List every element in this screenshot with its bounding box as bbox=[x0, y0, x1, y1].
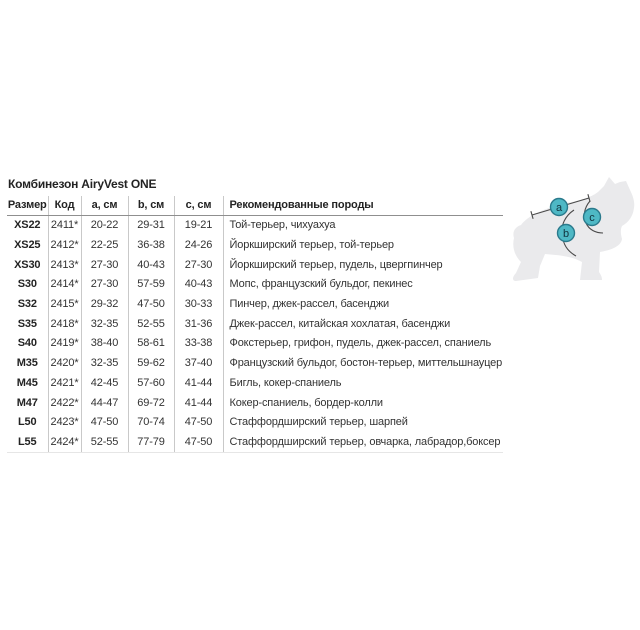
cell-size: L50 bbox=[17, 416, 37, 429]
col-header-code: Код bbox=[48, 196, 81, 216]
dog-measurement-diagram bbox=[498, 168, 640, 286]
cell-b: 57-60 bbox=[128, 374, 174, 394]
cell-b: 77-79 bbox=[128, 433, 174, 453]
table-row bbox=[7, 216, 503, 236]
cell-c: 40-43 bbox=[174, 275, 223, 295]
cell-a: 22-25 bbox=[81, 236, 128, 256]
cell-a: 44-47 bbox=[81, 393, 128, 413]
table-row bbox=[7, 413, 503, 433]
cell-size: XS22 bbox=[14, 219, 41, 232]
col-header-c: c, см bbox=[174, 196, 223, 216]
cell-c: 47-50 bbox=[174, 413, 223, 433]
cell-code: 2419* bbox=[48, 334, 81, 354]
cell-b: 58-61 bbox=[128, 334, 174, 354]
cell-size: L55 bbox=[7, 433, 48, 453]
marker-a-label: a bbox=[555, 202, 563, 214]
cell-breeds: Стаффордширский терьер, шарпей bbox=[223, 413, 503, 433]
cell-code: 2422* bbox=[48, 393, 81, 413]
size-chart-table bbox=[7, 196, 503, 453]
marker-a bbox=[551, 199, 568, 216]
cell-code: 2423* bbox=[48, 413, 81, 433]
cell-code: 2421* bbox=[48, 374, 81, 394]
cell-breeds: Йоркширский терьер, той-терьер bbox=[223, 236, 503, 256]
cell-size: M35 bbox=[16, 357, 38, 370]
cell-b: 47-50 bbox=[128, 295, 174, 315]
cell-a: 27-30 bbox=[81, 275, 128, 295]
marker-c-label: c bbox=[589, 212, 595, 224]
cell-a: 27-30 bbox=[81, 255, 128, 275]
cell-size: M47 bbox=[16, 396, 38, 409]
table-row bbox=[7, 433, 503, 453]
cell-size: S30 bbox=[17, 278, 37, 291]
cell-breeds: Фокстерьер, грифон, пудель, джек-рассел, спаниель bbox=[223, 334, 503, 354]
cell-c: 27-30 bbox=[174, 255, 223, 275]
cell-code: 2420* bbox=[48, 354, 81, 374]
marker-c bbox=[584, 209, 601, 226]
table-body bbox=[7, 216, 503, 453]
marker-b-label: b bbox=[562, 228, 570, 240]
cell-a: 32-35 bbox=[81, 354, 128, 374]
cell-breeds: Французский бульдог, бостон-терьер, миттельшнауцер bbox=[223, 354, 503, 374]
cell-c: 47-50 bbox=[174, 433, 223, 453]
table-row bbox=[7, 314, 503, 334]
cell-size: S40 bbox=[17, 337, 37, 350]
cell-c: 33-38 bbox=[174, 334, 223, 354]
table-row bbox=[7, 255, 503, 275]
table-row bbox=[7, 275, 503, 295]
cell-code: 2413* bbox=[48, 255, 81, 275]
cell-code: 2415* bbox=[48, 295, 81, 315]
cell-c: 30-33 bbox=[174, 295, 223, 315]
cell-breeds: Кокер-спаниель, бордер-колли bbox=[223, 393, 503, 413]
cell-a: 47-50 bbox=[81, 413, 128, 433]
table-row bbox=[7, 236, 503, 256]
cell-c: 41-44 bbox=[174, 374, 223, 394]
cell-breeds: Пинчер, джек-рассел, басенджи bbox=[223, 295, 503, 315]
cell-size: XS30 bbox=[14, 258, 41, 271]
cell-size: S32 bbox=[17, 298, 37, 311]
cell-b: 36-38 bbox=[128, 236, 174, 256]
cell-b: 70-74 bbox=[128, 413, 174, 433]
cell-breeds: Мопс, французский бульдог, пекинес bbox=[223, 275, 503, 295]
cell-c: 41-44 bbox=[174, 393, 223, 413]
col-header-size: Размер bbox=[7, 196, 48, 216]
cell-b: 57-59 bbox=[128, 275, 174, 295]
cell-size: XS25 bbox=[14, 239, 41, 252]
cell-c: 31-36 bbox=[174, 314, 223, 334]
table-row bbox=[7, 295, 503, 315]
cell-code: 2412* bbox=[48, 236, 81, 256]
cell-c: 37-40 bbox=[174, 354, 223, 374]
cell-breeds: Джек-рассел, китайская хохлатая, басенджи bbox=[223, 314, 503, 334]
cell-a: 20-22 bbox=[81, 216, 128, 236]
cell-b: 59-62 bbox=[128, 354, 174, 374]
table-row bbox=[7, 354, 503, 374]
cell-a: 52-55 bbox=[81, 433, 128, 453]
cell-b: 40-43 bbox=[128, 255, 174, 275]
cell-breeds: Бигль, кокер-спаниель bbox=[223, 374, 503, 394]
table-row bbox=[7, 393, 503, 413]
cell-code: 2424* bbox=[48, 433, 81, 453]
cell-b: 69-72 bbox=[128, 393, 174, 413]
cell-b: 52-55 bbox=[128, 314, 174, 334]
cell-breeds: Той-терьер, чихуахуа bbox=[223, 216, 503, 236]
cell-breeds: Стаффордширский терьер, овчарка, лабрадор,боксер bbox=[223, 433, 503, 453]
cell-size: M45 bbox=[16, 376, 38, 389]
header-row bbox=[7, 196, 503, 216]
cell-a: 32-35 bbox=[81, 314, 128, 334]
cell-code: 2418* bbox=[48, 314, 81, 334]
cell-breeds: Йоркширский терьер, пудель, цвергпинчер bbox=[223, 255, 503, 275]
table-row bbox=[7, 374, 503, 394]
cell-size: S35 bbox=[17, 317, 37, 330]
cell-code: 2411* bbox=[48, 216, 81, 236]
cell-a: 29-32 bbox=[81, 295, 128, 315]
cell-b: 29-31 bbox=[128, 216, 174, 236]
col-header-a: a, см bbox=[81, 196, 128, 216]
col-header-breeds: Рекомендованные породы bbox=[223, 196, 503, 216]
marker-b bbox=[558, 225, 575, 242]
cell-a: 38-40 bbox=[81, 334, 128, 354]
col-header-b: b, см bbox=[128, 196, 174, 216]
cell-c: 19-21 bbox=[174, 216, 223, 236]
cell-a: 42-45 bbox=[81, 374, 128, 394]
cell-c: 24-26 bbox=[174, 236, 223, 256]
page-title: Комбинезон AiryVest ONE bbox=[8, 177, 157, 191]
table-header bbox=[7, 196, 503, 216]
cell-code: 2414* bbox=[48, 275, 81, 295]
table-row bbox=[7, 334, 503, 354]
